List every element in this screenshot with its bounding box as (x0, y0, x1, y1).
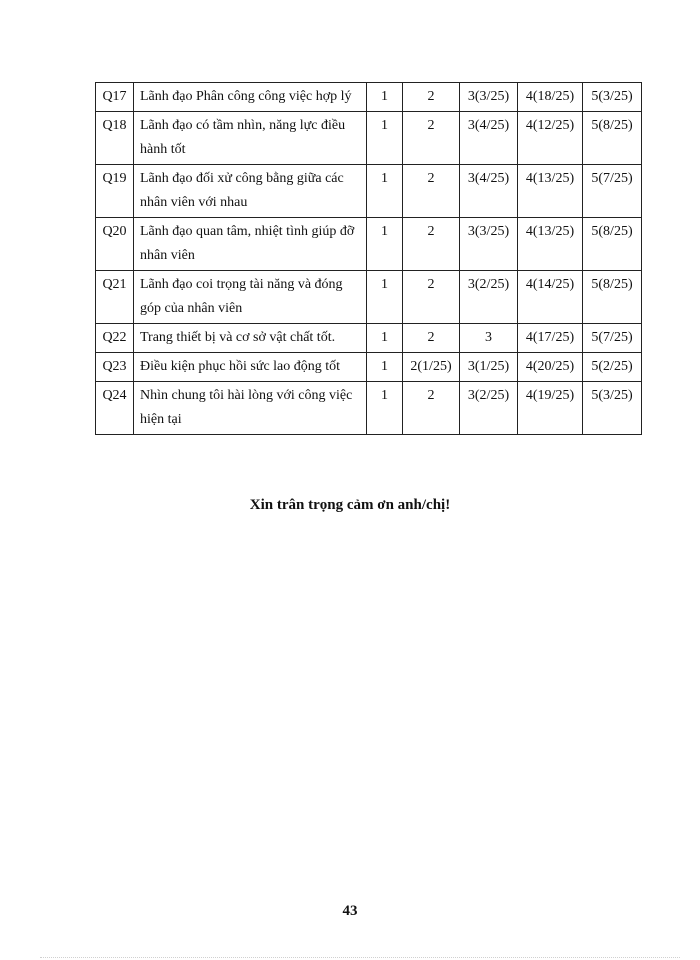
score-5-cell: 5(3/25) (583, 382, 642, 435)
score-1-cell: 1 (367, 165, 403, 218)
page-number: 43 (342, 903, 358, 919)
score-3-cell: 3(4/25) (460, 112, 518, 165)
score-5-cell: 5(8/25) (583, 271, 642, 324)
score-2-cell: 2 (403, 165, 460, 218)
score-2-cell: 2 (403, 382, 460, 435)
statement-cell: Lãnh đạo Phân công công việc hợp lý (134, 83, 367, 112)
score-3-cell: 3(4/25) (460, 165, 518, 218)
score-4-cell: 4(13/25) (518, 218, 583, 271)
score-3-cell: 3(3/25) (460, 218, 518, 271)
question-code-cell: Q18 (96, 112, 134, 165)
question-code-cell: Q19 (96, 165, 134, 218)
score-5-cell: 5(7/25) (583, 165, 642, 218)
statement-cell: Nhìn chung tôi hài lòng với công việc hiện tại (134, 382, 367, 435)
score-2-cell: 2 (403, 218, 460, 271)
score-4-cell: 4(18/25) (518, 83, 583, 112)
score-5-cell: 5(7/25) (583, 324, 642, 353)
score-3-cell: 3(2/25) (460, 382, 518, 435)
score-5-cell: 5(3/25) (583, 83, 642, 112)
page-bottom-divider (40, 957, 680, 958)
closing-message: Xin trân trọng cảm ơn anh/chị! (249, 497, 451, 513)
score-5-cell: 5(2/25) (583, 353, 642, 382)
question-code-cell: Q21 (96, 271, 134, 324)
score-1-cell: 1 (367, 382, 403, 435)
table-row (96, 353, 642, 382)
question-code-cell: Q20 (96, 218, 134, 271)
score-2-cell: 2 (403, 324, 460, 353)
statement-cell: Trang thiết bị và cơ sở vật chất tốt. (134, 324, 367, 353)
score-4-cell: 4(17/25) (518, 324, 583, 353)
score-4-cell: 4(12/25) (518, 112, 583, 165)
survey-table-body (96, 83, 642, 435)
score-1-cell: 1 (367, 353, 403, 382)
score-3-cell: 3(3/25) (460, 83, 518, 112)
table-row (96, 271, 642, 324)
question-code-cell: Q24 (96, 382, 134, 435)
score-5-cell: 5(8/25) (583, 112, 642, 165)
statement-cell: Lãnh đạo coi trọng tài năng và đóng góp của nhân viên (134, 271, 367, 324)
score-1-cell: 1 (367, 271, 403, 324)
table-row (96, 112, 642, 165)
score-2-cell: 2 (403, 112, 460, 165)
statement-cell: Lãnh đạo có tầm nhìn, năng lực điều hành tốt (134, 112, 367, 165)
score-1-cell: 1 (367, 112, 403, 165)
statement-cell: Lãnh đạo đối xử công bằng giữa các nhân viên với nhau (134, 165, 367, 218)
score-1-cell: 1 (367, 324, 403, 353)
table-row (96, 218, 642, 271)
score-3-cell: 3 (460, 324, 518, 353)
table-row (96, 165, 642, 218)
score-2-cell: 2 (403, 83, 460, 112)
survey-table (95, 82, 642, 435)
score-4-cell: 4(14/25) (518, 271, 583, 324)
score-3-cell: 3(2/25) (460, 271, 518, 324)
question-code-cell: Q23 (96, 353, 134, 382)
score-2-cell: 2(1/25) (403, 353, 460, 382)
score-4-cell: 4(20/25) (518, 353, 583, 382)
table-row (96, 83, 642, 112)
table-row (96, 324, 642, 353)
statement-cell: Lãnh đạo quan tâm, nhiệt tình giúp đỡ nhân viên (134, 218, 367, 271)
score-4-cell: 4(13/25) (518, 165, 583, 218)
score-4-cell: 4(19/25) (518, 382, 583, 435)
score-5-cell: 5(8/25) (583, 218, 642, 271)
score-1-cell: 1 (367, 83, 403, 112)
table-row (96, 382, 642, 435)
score-2-cell: 2 (403, 271, 460, 324)
question-code-cell: Q22 (96, 324, 134, 353)
statement-cell: Điều kiện phục hồi sức lao động tốt (134, 353, 367, 382)
score-3-cell: 3(1/25) (460, 353, 518, 382)
question-code-cell: Q17 (96, 83, 134, 112)
score-1-cell: 1 (367, 218, 403, 271)
